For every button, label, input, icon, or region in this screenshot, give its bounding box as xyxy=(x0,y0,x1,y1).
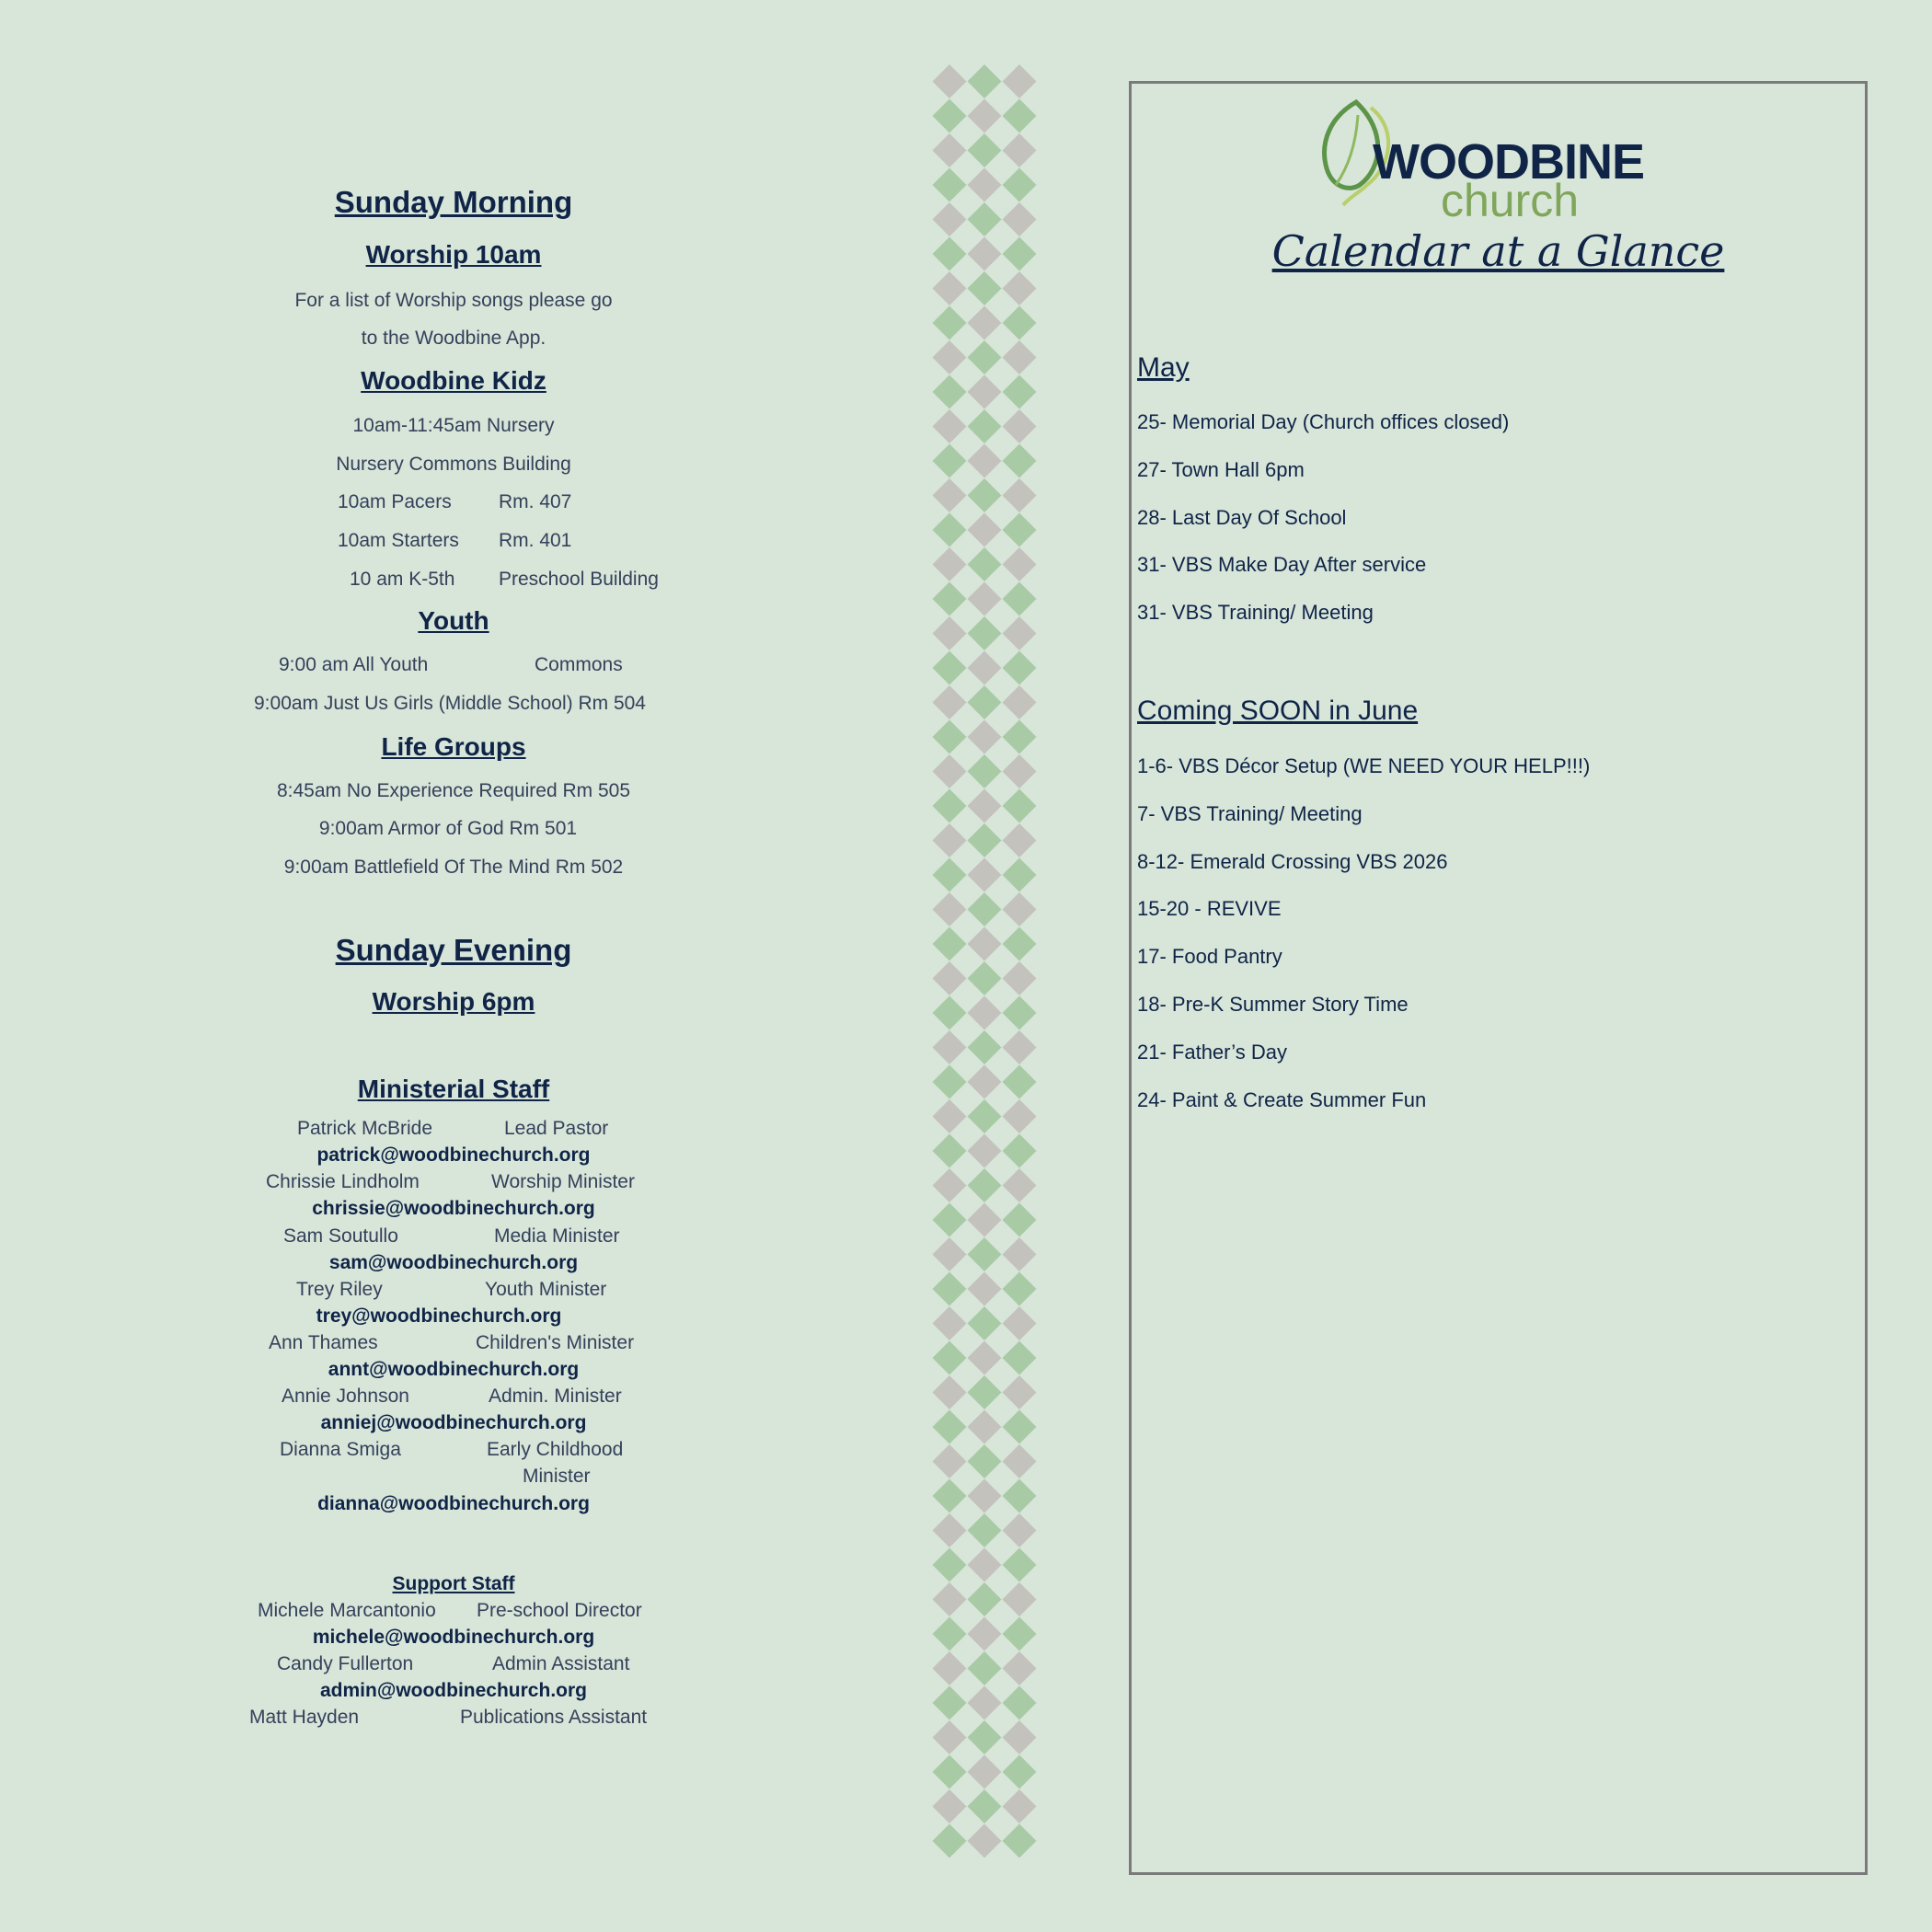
staff-role-line2: Minister xyxy=(523,1466,591,1487)
diamond-tile xyxy=(1003,927,1037,961)
diamond-tile xyxy=(968,202,1002,236)
event-item: 31- VBS Make Day After service xyxy=(1137,553,1427,576)
youth-row: 9:00am Just Us Girls (Middle School) Rm 504 xyxy=(254,693,646,714)
diamond-tile xyxy=(968,64,1002,98)
diamond-tile xyxy=(968,996,1002,1030)
diamond-tile xyxy=(1003,1341,1037,1375)
diamond-tile xyxy=(933,1617,967,1651)
diamond-tile xyxy=(968,961,1002,995)
calendar-panel xyxy=(1129,81,1868,1875)
kidz-row-time: 10am Starters xyxy=(338,530,459,551)
event-item: 18- Pre-K Summer Story Time xyxy=(1137,993,1409,1016)
diamond-tile xyxy=(1003,1617,1037,1651)
diamond-tile xyxy=(968,1134,1002,1168)
diamond-tile xyxy=(933,1030,967,1064)
diamond-tile xyxy=(933,754,967,788)
staff-role: Lead Pastor xyxy=(504,1118,609,1139)
diamond-tile xyxy=(1003,1065,1037,1099)
diamond-tile xyxy=(968,720,1002,754)
diamond-tile xyxy=(933,685,967,719)
event-item: 24- Paint & Create Summer Fun xyxy=(1137,1088,1427,1111)
diamond-tile xyxy=(1003,1513,1037,1547)
support-staff-email: admin@woodbinechurch.org xyxy=(320,1680,587,1701)
diamond-tile xyxy=(933,582,967,616)
diamond-tile xyxy=(968,823,1002,857)
diamond-tile xyxy=(968,547,1002,581)
diamond-tile xyxy=(968,513,1002,547)
diamond-tile xyxy=(1003,1755,1037,1789)
youth-heading: Youth xyxy=(418,606,489,635)
diamond-tile xyxy=(933,823,967,857)
diamond-tile xyxy=(933,1479,967,1513)
diamond-tile xyxy=(968,340,1002,374)
diamond-tile xyxy=(968,271,1002,305)
diamond-tile xyxy=(968,1375,1002,1409)
diamond-tile xyxy=(933,1203,967,1237)
diamond-tile xyxy=(968,1824,1002,1858)
support-staff-role: Admin Assistant xyxy=(492,1653,630,1674)
staff-email: sam@woodbinechurch.org xyxy=(328,1252,579,1273)
diamond-tile xyxy=(968,237,1002,271)
youth-row-place: Commons xyxy=(535,654,623,675)
support-staff-name: Matt Hayden xyxy=(249,1707,360,1728)
life-group-item: 9:00am Armor of God Rm 501 xyxy=(318,818,578,839)
staff-role: Early Childhood xyxy=(487,1439,624,1460)
staff-name: Patrick McBride xyxy=(297,1118,433,1139)
event-item: 25- Memorial Day (Church offices closed) xyxy=(1137,410,1510,433)
woodbine-logo xyxy=(1312,97,1698,226)
diamond-tile xyxy=(968,1686,1002,1720)
staff-email: chrissie@woodbinechurch.org xyxy=(312,1198,595,1219)
diamond-tile xyxy=(933,64,967,98)
diamond-tile xyxy=(968,306,1002,340)
staff-role: Children's Minister xyxy=(476,1332,635,1353)
diamond-tile xyxy=(1003,1651,1037,1685)
diamond-tile xyxy=(968,1582,1002,1616)
diamond-tile xyxy=(1003,1030,1037,1064)
diamond-tile xyxy=(933,892,967,926)
diamond-tile xyxy=(1003,202,1037,236)
diamond-tile xyxy=(968,409,1002,443)
diamond-tile xyxy=(968,1306,1002,1340)
staff-email: patrick@woodbinechurch.org xyxy=(316,1144,591,1166)
support-staff-heading: Support Staff xyxy=(392,1573,515,1594)
diamond-tile xyxy=(933,99,967,133)
diamond-tile xyxy=(968,1410,1002,1444)
worship-6pm-heading: Worship 6pm xyxy=(372,987,535,1016)
diamond-tile xyxy=(1003,1789,1037,1823)
staff-name: Chrissie Lindholm xyxy=(266,1171,420,1192)
life-group-item: 9:00am Battlefield Of The Mind Rm 502 xyxy=(283,857,624,878)
support-staff-role: Publications Assistant xyxy=(460,1707,648,1728)
diamond-tile xyxy=(933,927,967,961)
diamond-tile xyxy=(933,1134,967,1168)
diamond-tile xyxy=(933,651,967,685)
diamond-tile xyxy=(933,340,967,374)
diamond-tile xyxy=(933,1272,967,1306)
staff-role: Worship Minister xyxy=(491,1171,635,1192)
staff-role: Youth Minister xyxy=(485,1279,607,1300)
diamond-pattern-divider xyxy=(920,64,1049,1868)
diamond-tile xyxy=(1003,1686,1037,1720)
diamond-tile xyxy=(1003,823,1037,857)
diamond-tile xyxy=(933,961,967,995)
diamond-tile xyxy=(968,168,1002,202)
diamond-tile xyxy=(1003,99,1037,133)
diamond-tile xyxy=(968,1272,1002,1306)
diamond-tile xyxy=(968,1651,1002,1685)
diamond-tile xyxy=(1003,996,1037,1030)
staff-name: Ann Thames xyxy=(269,1332,378,1353)
life-groups-heading: Life Groups xyxy=(381,732,526,761)
event-item: 21- Father’s Day xyxy=(1137,1041,1288,1064)
diamond-tile xyxy=(933,375,967,409)
diamond-tile xyxy=(1003,961,1037,995)
june-heading: Coming SOON in June xyxy=(1137,696,1419,726)
staff-role: Admin. Minister xyxy=(489,1386,622,1407)
staff-name: Trey Riley xyxy=(296,1279,383,1300)
diamond-tile xyxy=(968,754,1002,788)
diamond-tile xyxy=(968,375,1002,409)
diamond-tile xyxy=(1003,1203,1037,1237)
diamond-tile xyxy=(968,789,1002,823)
diamond-tile xyxy=(968,1617,1002,1651)
services-column xyxy=(0,0,907,1932)
kidz-nursery-time: 10am-11:45am Nursery xyxy=(352,415,555,436)
diamond-tile xyxy=(933,1582,967,1616)
support-staff-name: Candy Fullerton xyxy=(277,1653,414,1674)
diamond-tile xyxy=(968,1099,1002,1133)
diamond-tile xyxy=(933,1755,967,1789)
diamond-tile xyxy=(933,478,967,512)
diamond-tile xyxy=(933,1789,967,1823)
diamond-tile xyxy=(933,202,967,236)
diamond-tile xyxy=(933,996,967,1030)
diamond-tile xyxy=(1003,1375,1037,1409)
diamond-tile xyxy=(933,616,967,650)
diamond-tile xyxy=(1003,1824,1037,1858)
diamond-tile xyxy=(1003,1720,1037,1754)
support-staff-name: Michele Marcantonio xyxy=(258,1600,436,1621)
diamond-tile xyxy=(968,651,1002,685)
diamond-tile xyxy=(1003,616,1037,650)
diamond-tile xyxy=(968,1755,1002,1789)
diamond-tile xyxy=(1003,651,1037,685)
diamond-tile xyxy=(968,582,1002,616)
diamond-tile xyxy=(968,1065,1002,1099)
kidz-row-time: 10am Pacers xyxy=(338,491,452,512)
diamond-tile xyxy=(1003,271,1037,305)
diamond-tile xyxy=(1003,1306,1037,1340)
diamond-tile xyxy=(968,1030,1002,1064)
diamond-tile xyxy=(1003,892,1037,926)
diamond-tile xyxy=(933,1720,967,1754)
diamond-tile xyxy=(968,927,1002,961)
diamond-tile xyxy=(933,1651,967,1685)
staff-email: trey@woodbinechurch.org xyxy=(316,1305,562,1327)
diamond-tile xyxy=(968,1341,1002,1375)
kidz-row-room: Preschool Building xyxy=(499,569,659,590)
diamond-tile xyxy=(933,1410,967,1444)
diamond-tile xyxy=(968,133,1002,167)
diamond-tile xyxy=(1003,409,1037,443)
diamond-tile xyxy=(1003,133,1037,167)
diamond-tile xyxy=(933,409,967,443)
diamond-tile xyxy=(968,1513,1002,1547)
diamond-tile xyxy=(1003,1479,1037,1513)
diamond-tile xyxy=(933,444,967,478)
diamond-tile xyxy=(933,306,967,340)
diamond-tile xyxy=(933,168,967,202)
youth-row-time: 9:00 am All Youth xyxy=(279,654,429,675)
event-item: 27- Town Hall 6pm xyxy=(1137,458,1305,481)
diamond-tile xyxy=(968,685,1002,719)
ministerial-staff-heading: Ministerial Staff xyxy=(357,1075,550,1103)
logo-subword: church xyxy=(1441,175,1580,226)
diamond-tile xyxy=(1003,720,1037,754)
staff-email: dianna@woodbinechurch.org xyxy=(317,1493,590,1514)
staff-email: anniej@woodbinechurch.org xyxy=(320,1412,587,1433)
diamond-tile xyxy=(933,789,967,823)
diamond-tile xyxy=(1003,582,1037,616)
diamond-tile xyxy=(1003,237,1037,271)
diamond-tile xyxy=(1003,168,1037,202)
worship-note-line1: For a list of Worship songs please go xyxy=(294,290,613,311)
kidz-nursery-place: Nursery Commons Building xyxy=(336,454,571,475)
diamond-tile xyxy=(968,99,1002,133)
diamond-tile xyxy=(933,1065,967,1099)
diamond-tile xyxy=(1003,513,1037,547)
diamond-tile xyxy=(1003,685,1037,719)
diamond-tile xyxy=(1003,1272,1037,1306)
event-item: 8-12- Emerald Crossing VBS 2026 xyxy=(1137,850,1448,873)
diamond-tile xyxy=(968,1444,1002,1478)
diamond-tile xyxy=(933,1513,967,1547)
diamond-tile xyxy=(1003,789,1037,823)
support-staff-role: Pre-school Director xyxy=(477,1600,642,1621)
diamond-tile xyxy=(1003,64,1037,98)
diamond-tile xyxy=(968,1479,1002,1513)
diamond-tile xyxy=(968,892,1002,926)
kidz-row-room: Rm. 407 xyxy=(499,491,572,512)
diamond-tile xyxy=(968,1789,1002,1823)
diamond-tile xyxy=(933,1686,967,1720)
diamond-tile xyxy=(968,616,1002,650)
diamond-tile xyxy=(933,1237,967,1271)
diamond-tile xyxy=(933,858,967,892)
diamond-tile xyxy=(933,1824,967,1858)
diamond-tile xyxy=(933,1341,967,1375)
diamond-tile xyxy=(968,1237,1002,1271)
diamond-tile xyxy=(1003,858,1037,892)
diamond-tile xyxy=(1003,1444,1037,1478)
diamond-tile xyxy=(933,133,967,167)
event-item: 28- Last Day Of School xyxy=(1137,506,1347,529)
diamond-tile xyxy=(968,1548,1002,1582)
event-item: 1-6- VBS Décor Setup (WE NEED YOUR HELP!!!) xyxy=(1137,754,1591,777)
sunday-evening-heading: Sunday Evening xyxy=(335,933,572,967)
staff-name: Annie Johnson xyxy=(282,1386,409,1407)
diamond-tile xyxy=(1003,547,1037,581)
diamond-tile xyxy=(933,1168,967,1202)
diamond-tile xyxy=(1003,1168,1037,1202)
diamond-tile xyxy=(1003,1099,1037,1133)
worship-note-line2: to the Woodbine App. xyxy=(361,328,546,349)
diamond-tile xyxy=(933,1099,967,1133)
diamond-tile xyxy=(1003,1410,1037,1444)
logo-wordmark: WOODBINE xyxy=(1373,134,1644,190)
diamond-tile xyxy=(1003,375,1037,409)
diamond-tile xyxy=(1003,754,1037,788)
event-item: 31- VBS Training/ Meeting xyxy=(1137,601,1374,624)
diamond-tile xyxy=(1003,444,1037,478)
may-heading: May xyxy=(1137,352,1190,383)
diamond-tile xyxy=(968,1203,1002,1237)
worship-10am-heading: Worship 10am xyxy=(365,240,542,269)
diamond-tile xyxy=(933,720,967,754)
diamond-tile xyxy=(933,1306,967,1340)
woodbine-kidz-heading: Woodbine Kidz xyxy=(361,366,546,395)
kidz-row-room: Rm. 401 xyxy=(499,530,572,551)
staff-role: Media Minister xyxy=(494,1225,620,1247)
diamond-tile xyxy=(968,1168,1002,1202)
diamond-tile xyxy=(933,513,967,547)
diamond-tile xyxy=(933,271,967,305)
diamond-tile xyxy=(1003,306,1037,340)
calendar-title: Calendar at a Glance xyxy=(1271,226,1725,276)
diamond-tile xyxy=(968,444,1002,478)
diamond-tile xyxy=(933,1444,967,1478)
diamond-tile xyxy=(1003,1582,1037,1616)
diamond-tile xyxy=(1003,1548,1037,1582)
staff-email: annt@woodbinechurch.org xyxy=(328,1359,580,1380)
diamond-tile xyxy=(933,1375,967,1409)
diamond-tile xyxy=(968,858,1002,892)
diamond-tile xyxy=(968,478,1002,512)
staff-name: Sam Soutullo xyxy=(283,1225,398,1247)
kidz-row-time: 10 am K-5th xyxy=(350,569,455,590)
event-item: 15-20 - REVIVE xyxy=(1137,897,1282,920)
diamond-tile xyxy=(1003,1237,1037,1271)
event-item: 17- Food Pantry xyxy=(1137,945,1282,968)
staff-name: Dianna Smiga xyxy=(280,1439,401,1460)
diamond-tile xyxy=(1003,1134,1037,1168)
support-staff-email: michele@woodbinechurch.org xyxy=(312,1627,595,1648)
life-group-item: 8:45am No Experience Required Rm 505 xyxy=(276,780,631,801)
diamond-tile xyxy=(1003,478,1037,512)
diamond-tile xyxy=(968,1720,1002,1754)
diamond-tile xyxy=(1003,340,1037,374)
diamond-tile xyxy=(933,237,967,271)
diamond-tile xyxy=(933,547,967,581)
diamond-tile xyxy=(933,1548,967,1582)
event-item: 7- VBS Training/ Meeting xyxy=(1137,802,1363,825)
sunday-morning-heading: Sunday Morning xyxy=(334,185,573,219)
